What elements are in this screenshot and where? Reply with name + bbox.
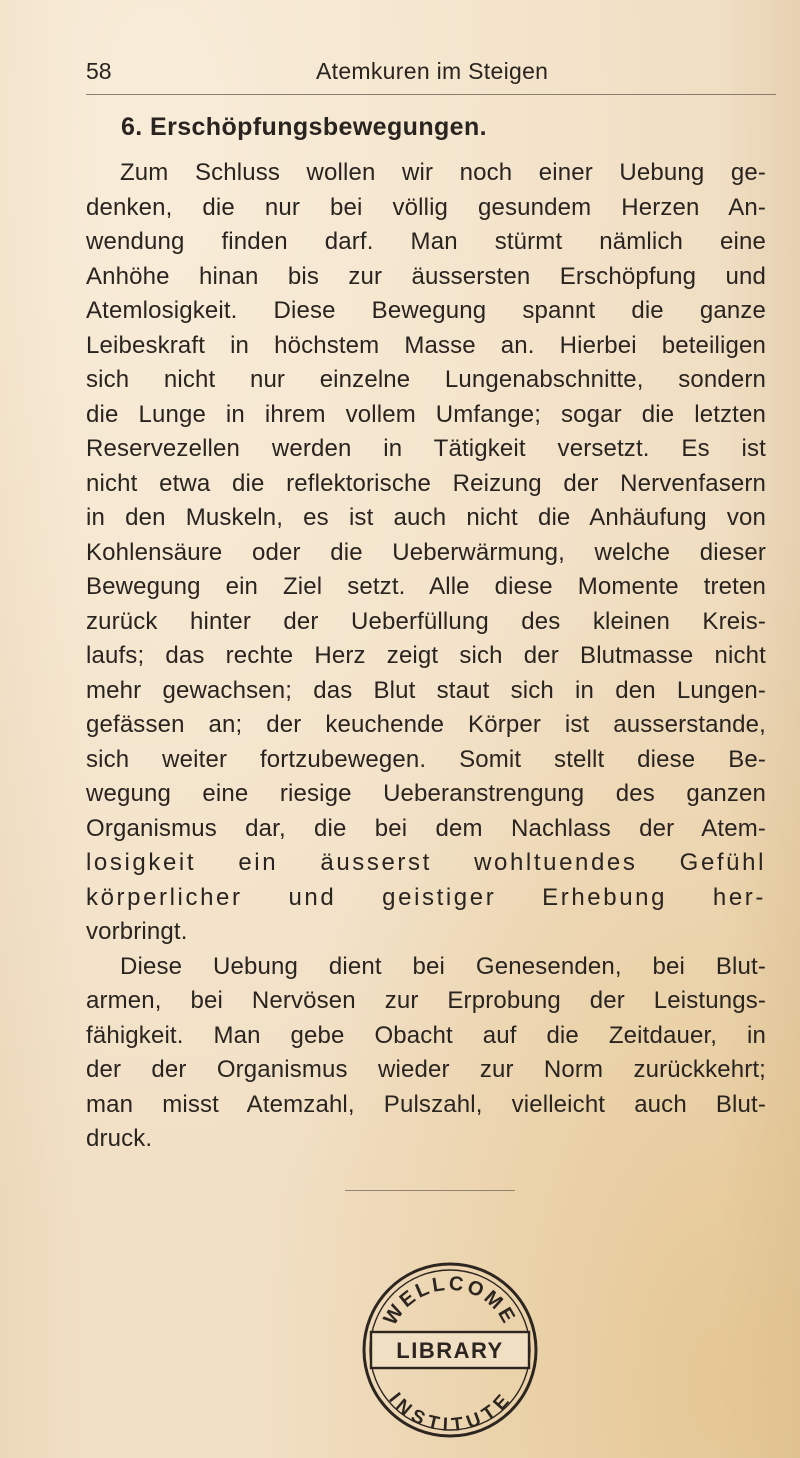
- text-line: in den Muskeln, es ist auch nicht die Anhäufung von: [86, 504, 766, 531]
- text-line: vorbringt.: [86, 918, 188, 945]
- text-line: Atemlosigkeit. Diese Bewegung spannt die ganze: [86, 297, 766, 324]
- stamp-top-text: WELLCOME: [379, 1272, 521, 1330]
- page-header: [86, 56, 776, 96]
- body-text: [86, 156, 766, 1157]
- running-head: Atemkuren im Steigen: [316, 58, 549, 84]
- text-line: Diese Uebung dient bei Genesenden, bei Blut-: [120, 952, 766, 980]
- text-line: körperlicher und geistiger Erhebung her-: [86, 883, 766, 911]
- text-line: fähigkeit. Man gebe Obacht auf die Zeitdauer, in: [86, 1021, 766, 1049]
- text-line: gefässen an; der keuchende Körper ist ausserstande,: [86, 711, 766, 738]
- stamp-bottom-text: INSTITUTE: [384, 1389, 516, 1437]
- text-line: Reservezellen werden in Tätigkeit versetzt. Es ist: [86, 435, 766, 462]
- library-stamp: [355, 1255, 545, 1445]
- text-line: Kohlensäure oder die Ueberwärmung, welche dieser: [86, 538, 766, 566]
- text-line: man misst Atemzahl, Pulszahl, vielleicht auch Blut-: [86, 1090, 766, 1118]
- text-line: denken, die nur bei völlig gesundem Herzen An-: [86, 193, 766, 221]
- header-rule: [86, 94, 776, 95]
- text-line: laufs; das rechte Herz zeigt sich der Blutmasse nicht: [86, 642, 766, 669]
- text-line: sich nicht nur einzelne Lungenabschnitte, sondern: [86, 366, 766, 393]
- text-line: wendung finden darf. Man stürmt nämlich eine: [86, 228, 766, 255]
- text-line: mehr gewachsen; das Blut staut sich in den Lungen-: [86, 676, 766, 704]
- text-line: sich weiter fortzubewegen. Somit stellt diese Be-: [86, 745, 766, 773]
- text-line: Zum Schluss wollen wir noch einer Uebung ge-: [120, 159, 766, 186]
- text-line: wegung eine riesige Ueberanstrengung des ganzen: [86, 780, 766, 807]
- page-number: 58: [86, 58, 112, 84]
- stamp-center-text: LIBRARY: [396, 1338, 504, 1363]
- text-line: armen, bei Nervösen zur Erprobung der Leistungs-: [86, 987, 766, 1014]
- text-line: Anhöhe hinan bis zur äussersten Erschöpfung und: [86, 262, 766, 290]
- section-heading: 6. Erschöpfungsbewegungen.: [121, 113, 487, 141]
- svg-text:INSTITUTE: [384, 1389, 515, 1436]
- text-line: die Lunge in ihrem vollem Umfange; sogar die letzten: [86, 400, 766, 428]
- text-line: der der Organismus wieder zur Norm zurückkehrt;: [86, 1056, 766, 1083]
- text-line: nicht etwa die reflektorische Reizung der Nervenfasern: [86, 469, 766, 497]
- end-rule: [345, 1190, 515, 1191]
- text-line: losigkeit ein äusserst wohltuendes Gefühl: [86, 849, 766, 876]
- text-line: zurück hinter der Ueberfüllung des kleinen Kreis-: [86, 607, 766, 635]
- text-line: Bewegung ein Ziel setzt. Alle diese Momente treten: [86, 573, 766, 600]
- text-line: Leibeskraft in höchstem Masse an. Hierbei beteiligen: [86, 331, 766, 359]
- text-line: Organismus dar, die bei dem Nachlass der Atem-: [86, 814, 766, 842]
- text-line: druck.: [86, 1125, 153, 1152]
